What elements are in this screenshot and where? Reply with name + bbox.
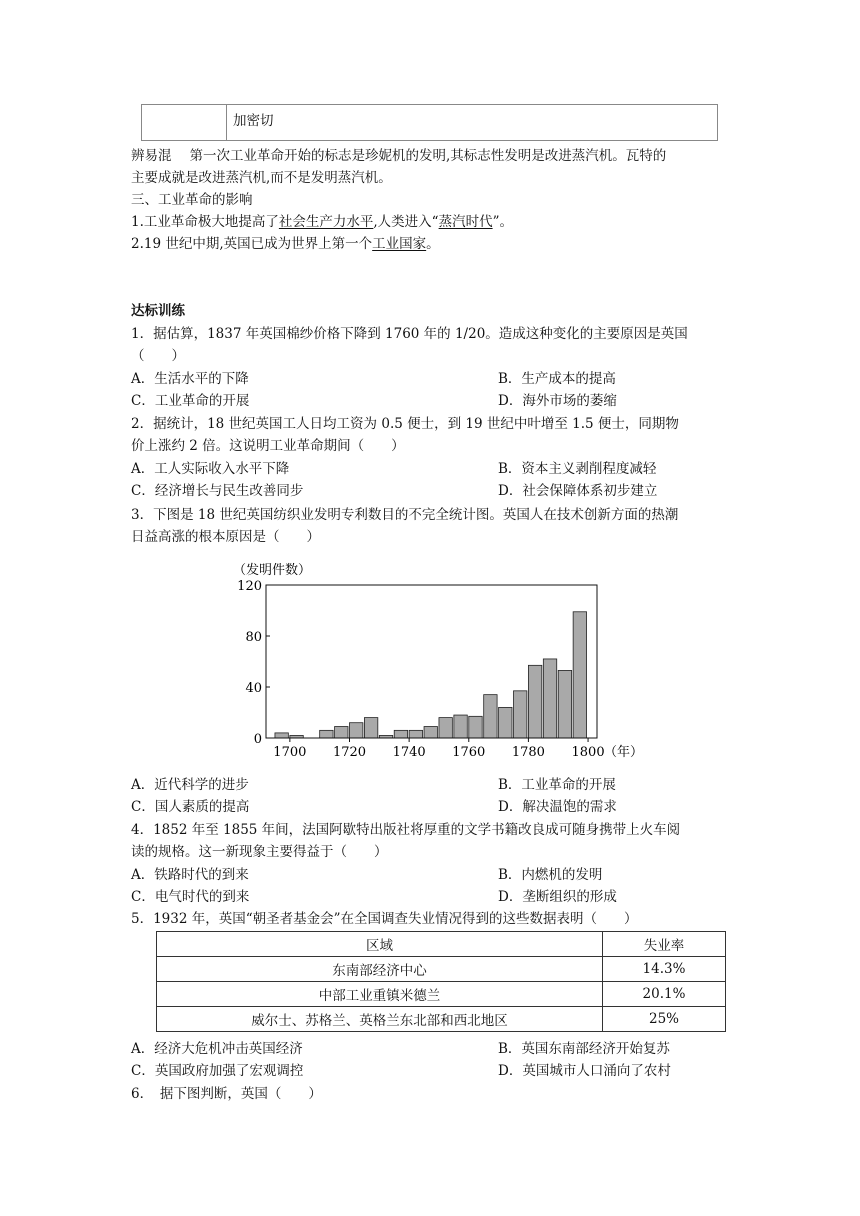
impact-item-1 [131,212,513,232]
x-tick-label: 1720 [332,745,367,760]
q3-line-2: 日益高涨的根本原因是（ ） [131,529,320,545]
table-header-row [157,932,726,957]
bar [514,691,527,738]
y-tick-label: 80 [245,630,262,645]
q4-option-b: B．内燃机的发明 [498,867,603,883]
q4-option-c: C．电气时代的到来 [131,889,250,905]
section-heading-3: 三、工业革命的影响 [131,192,253,208]
bar [320,730,333,738]
bar [558,670,571,738]
bars-group [275,612,587,738]
q5-option-b: B．英国东南部经济开始复苏 [498,1041,670,1057]
item1-mid: ,人类进入“ [373,214,439,230]
table-row [157,982,726,1007]
q2-option-c: C．经济增长与民生改善同步 [131,483,304,499]
y-axis-ticks [237,579,270,747]
q5-option-c: C．英国政府加强了宏观调控 [131,1063,304,1079]
bar [439,718,452,738]
q1-option-a: A．生活水平的下降 [131,371,249,387]
q1-option-d: D．海外市场的萎缩 [498,393,617,409]
cell-region: 东南部经济中心 [157,957,603,982]
bar [409,730,422,738]
q3-option-d: D．解决温饱的需求 [498,799,617,815]
bar [335,727,348,738]
x-tick-label: 1780 [511,745,545,760]
bian-line-1 [131,146,666,166]
q4-option-d: D．垄断组织的形成 [498,889,617,905]
table-row [157,1007,726,1032]
x-tick-label: 1700 [273,745,307,760]
x-tick-label: 1740 [392,745,426,760]
item2-pre: 2.19 世纪中期,英国已成为世界上第一个 [131,236,373,252]
q2-line-1: 2．据统计，18 世纪英国工人日均工资为 0.5 便士，到 19 世纪中叶增至 1.5 便士，同期物 [131,416,679,432]
q2-option-d: D．社会保障体系初步建立 [498,483,658,499]
q4-option-a: A．铁路时代的到来 [131,867,249,883]
bian-label: 辨易混 [131,148,172,164]
x-axis-ticks [273,738,604,760]
q3-option-a: A．近代科学的进步 [131,777,249,793]
q6-line-1: 6． 据下图判断，英国（ ） [131,1086,322,1102]
cell-rate: 14.3% [603,957,726,982]
bar [499,707,512,738]
q3-option-b: B．工业革命的开展 [498,777,616,793]
q4-line-1: 4．1852 年至 1855 年间，法国阿歇特出版社将厚重的文学书籍改良成可随身携带上火车阅 [131,822,681,838]
bar [484,695,497,738]
x-tick-label: 1800 [571,745,605,760]
impact-item-2 [131,234,440,254]
q5-option-a: A．经济大危机冲击英国经济 [131,1041,303,1057]
q1-line-2: （ ） [131,348,185,364]
q4-line-2: 读的规格。这一新现象主要得益于（ ） [131,844,388,860]
q1-line-1: 1．据估算，1837 年英国棉纱价格下降到 1760 年的 1/20。造成这种变化的主要原因是英国 [131,326,688,342]
bar [573,612,586,738]
item1-underlined-2: 蒸汽时代 [438,214,493,230]
table-cell-text: 加密切 [227,105,718,141]
previous-table-fragment [141,104,718,141]
bar [275,733,288,738]
x-tick-label: 1760 [452,745,486,760]
q3-line-1: 3．下图是 18 世纪英国纺织业发明专利数目的不完全统计图。英国人在技术创新方面的热潮 [131,507,679,523]
q2-line-2: 价上涨约 2 倍。这说明工业革命期间（ ） [131,438,405,454]
patent-bar-chart [225,556,645,766]
y-tick-label: 0 [253,732,262,747]
header-region: 区域 [157,932,603,957]
unemployment-table [156,931,726,1032]
y-tick-label: 40 [245,681,262,696]
q5-line-1: 5．1932 年，英国“朝圣者基金会”在全国调查失业情况得到的这些数据表明（ ） [131,911,638,927]
bar [543,659,556,738]
q1-option-b: B．生产成本的提高 [498,371,616,387]
cell-region: 中部工业重镇米德兰 [157,982,603,1007]
bar [394,730,407,738]
y-tick-label: 120 [237,579,262,594]
item1-pre: 1.工业革命极大地提高了 [131,214,279,230]
bar [364,718,377,738]
cell-rate: 20.1% [603,982,726,1007]
cell-rate: 25% [603,1007,726,1032]
x-axis-label: （年） [604,745,644,760]
y-axis-label: （发明件数） [233,563,312,578]
item2-post: 。 [426,236,440,252]
bar [424,727,437,738]
cell-region: 威尔士、苏格兰、英格兰东北部和西北地区 [157,1007,603,1032]
q3-option-c: C．国人素质的提高 [131,799,250,815]
q2-option-a: A．工人实际收入水平下降 [131,461,290,477]
bian-text-1: 第一次工业革命开始的标志是珍妮机的发明,其标志性发明是改进蒸汽机。瓦特的 [189,148,667,164]
bar [469,716,482,738]
q2-option-b: B．资本主义剥削程度减轻 [498,461,657,477]
item1-post: ”。 [492,214,513,230]
table-row [157,957,726,982]
bar [349,723,362,738]
training-title: 达标训练 [131,303,185,319]
table-cell-empty [142,105,227,141]
header-rate: 失业率 [603,932,726,957]
q1-option-c: C．工业革命的开展 [131,393,250,409]
bar [528,665,541,738]
item1-underlined-1: 社会生产力水平 [278,214,374,230]
bar [454,715,467,738]
bian-line-2: 主要成就是改进蒸汽机,而不是发明蒸汽机。 [131,170,392,186]
q5-option-d: D．英国城市人口涌向了农村 [498,1063,671,1079]
item2-underlined: 工业国家 [372,236,427,252]
